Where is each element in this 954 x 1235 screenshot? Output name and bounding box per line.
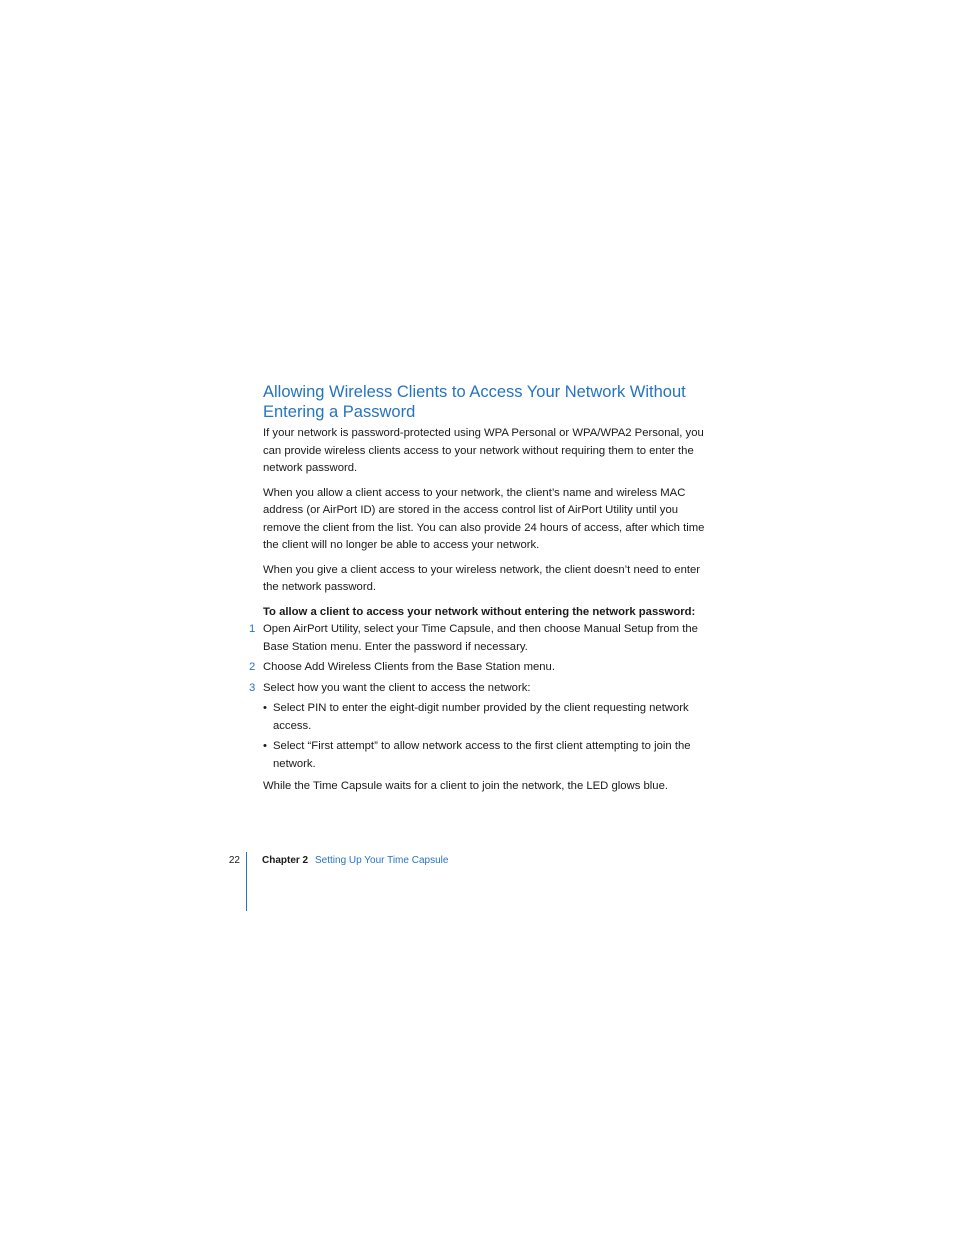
step-text: Choose Add Wireless Clients from the Base Station menu. [263, 661, 555, 673]
task-heading: To allow a client to access your network without entering the network password: [263, 605, 696, 618]
step-item [249, 621, 707, 656]
bullet-text: Select PIN to enter the eight-digit number provided by the client requesting network access. [273, 702, 689, 732]
step-item [249, 680, 707, 698]
bullet-text: Select “First attempt” to allow network access to the first client attempting to join the network. [273, 740, 691, 770]
access-control-paragraph: When you allow a client access to your network, the client’s name and wireless MAC address (or AirPort ID) are stored in the access control list of AirPort Utility until you remove the client from the list. You can also provide 24 hours of access, after which time the client will no longer be able to access your network. [263, 486, 705, 551]
bullet-glyph: • [263, 702, 267, 714]
intro-paragraph: If your network is password-protected using WPA Personal or WPA/WPA2 Personal, you can provide wireless clients access to your network without requiring them to enter the network password. [263, 427, 704, 474]
step-text: Open AirPort Utility, select your Time Capsule, and then choose Manual Setup from the Base Station menu. Enter the password if necessary. [263, 623, 698, 653]
steps-list [249, 621, 707, 697]
footer-divider [246, 852, 247, 911]
no-password-paragraph: When you give a client access to your wireless network, the client doesn’t need to enter the network password. [263, 563, 701, 593]
section-heading: Allowing Wireless Clients to Access Your Network Without Entering a Password [263, 383, 686, 421]
step-number: 2 [249, 661, 256, 673]
list-item [263, 700, 707, 735]
bullet-glyph: • [263, 740, 267, 752]
document-body [249, 382, 707, 796]
step-item [249, 659, 707, 677]
step-text: Select how you want the client to access the network: [263, 681, 531, 694]
step-number: 1 [249, 623, 256, 635]
chapter-label: Chapter 2 [262, 855, 309, 866]
step-number: 3 [249, 681, 256, 694]
options-list [263, 700, 707, 773]
list-item [263, 738, 707, 773]
closing-paragraph: While the Time Capsule waits for a client to join the network, the LED glows blue. [263, 780, 668, 792]
page-footer [0, 852, 954, 912]
page-number: 22 [228, 855, 240, 866]
chapter-title: Setting Up Your Time Capsule [315, 855, 449, 866]
